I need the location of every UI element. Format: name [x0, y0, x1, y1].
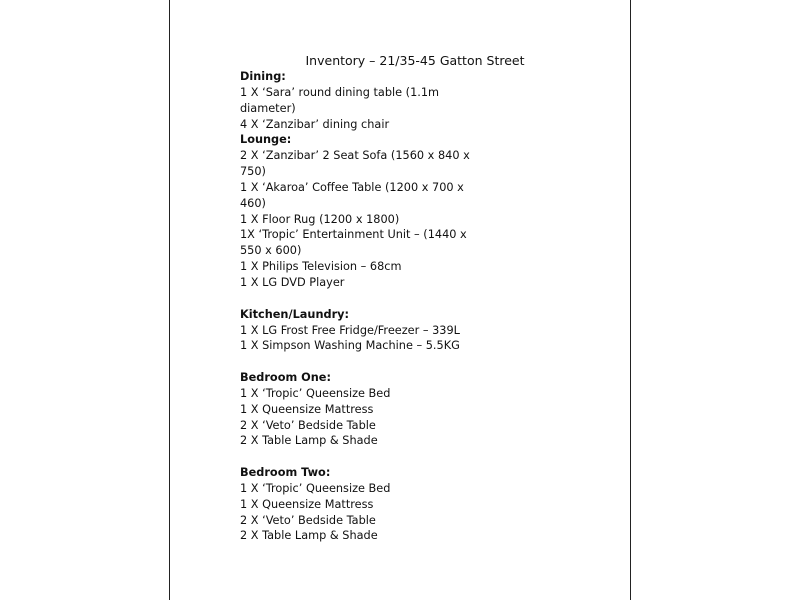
section-heading-bedroom-one: Bedroom One:: [240, 371, 331, 385]
list-item: 1 X Queensize Mattress: [240, 402, 374, 416]
list-item: 750): [240, 165, 266, 179]
list-item: 2 X Table Lamp & Shade: [240, 434, 378, 448]
list-item: 1 X LG Frost Free Fridge/Freezer – 339L: [240, 323, 460, 337]
list-item: 1 X LG DVD Player: [240, 275, 345, 289]
list-item: 1X ‘Tropic’ Entertainment Unit – (1440 x: [240, 228, 467, 242]
inventory-list: [240, 69, 480, 544]
document-page: [169, 0, 631, 600]
list-item: 550 x 600): [240, 244, 302, 258]
document-title: Inventory – 21/35-45 Gatton Street: [305, 53, 525, 68]
section-heading-lounge: Lounge:: [240, 133, 292, 147]
list-item: diameter): [240, 101, 296, 115]
list-item: 1 X ‘Sara’ round dining table (1.1m: [240, 85, 440, 99]
list-item: 1 X Floor Rug (1200 x 1800): [240, 212, 400, 226]
list-item: 2 X ‘Veto’ Bedside Table: [240, 418, 376, 432]
list-item: 2 X ‘Veto’ Bedside Table: [240, 513, 376, 527]
list-item: 1 X Simpson Washing Machine – 5.5KG: [240, 339, 460, 353]
list-item: 1 X Queensize Mattress: [240, 497, 374, 511]
section-spacer: [240, 449, 480, 465]
list-item: 1 X ‘Akaroa’ Coffee Table (1200 x 700 x: [240, 180, 464, 194]
section-heading-bedroom-two: Bedroom Two:: [240, 466, 331, 480]
list-item: 1 X ‘Tropic’ Queensize Bed: [240, 386, 391, 400]
section-spacer: [240, 354, 480, 370]
list-item: 2 X Table Lamp & Shade: [240, 529, 378, 543]
section-heading-kitchen-laundry: Kitchen/Laundry:: [240, 307, 350, 321]
list-item: 1 X ‘Tropic’ Queensize Bed: [240, 481, 391, 495]
list-item: 1 X Philips Television – 68cm: [240, 260, 402, 274]
list-item: 2 X ‘Zanzibar’ 2 Seat Sofa (1560 x 840 x: [240, 149, 470, 163]
section-heading-dining: Dining:: [240, 70, 286, 83]
list-item: 460): [240, 196, 266, 210]
section-spacer: [240, 291, 480, 307]
list-item: 4 X ‘Zanzibar’ dining chair: [240, 117, 390, 131]
